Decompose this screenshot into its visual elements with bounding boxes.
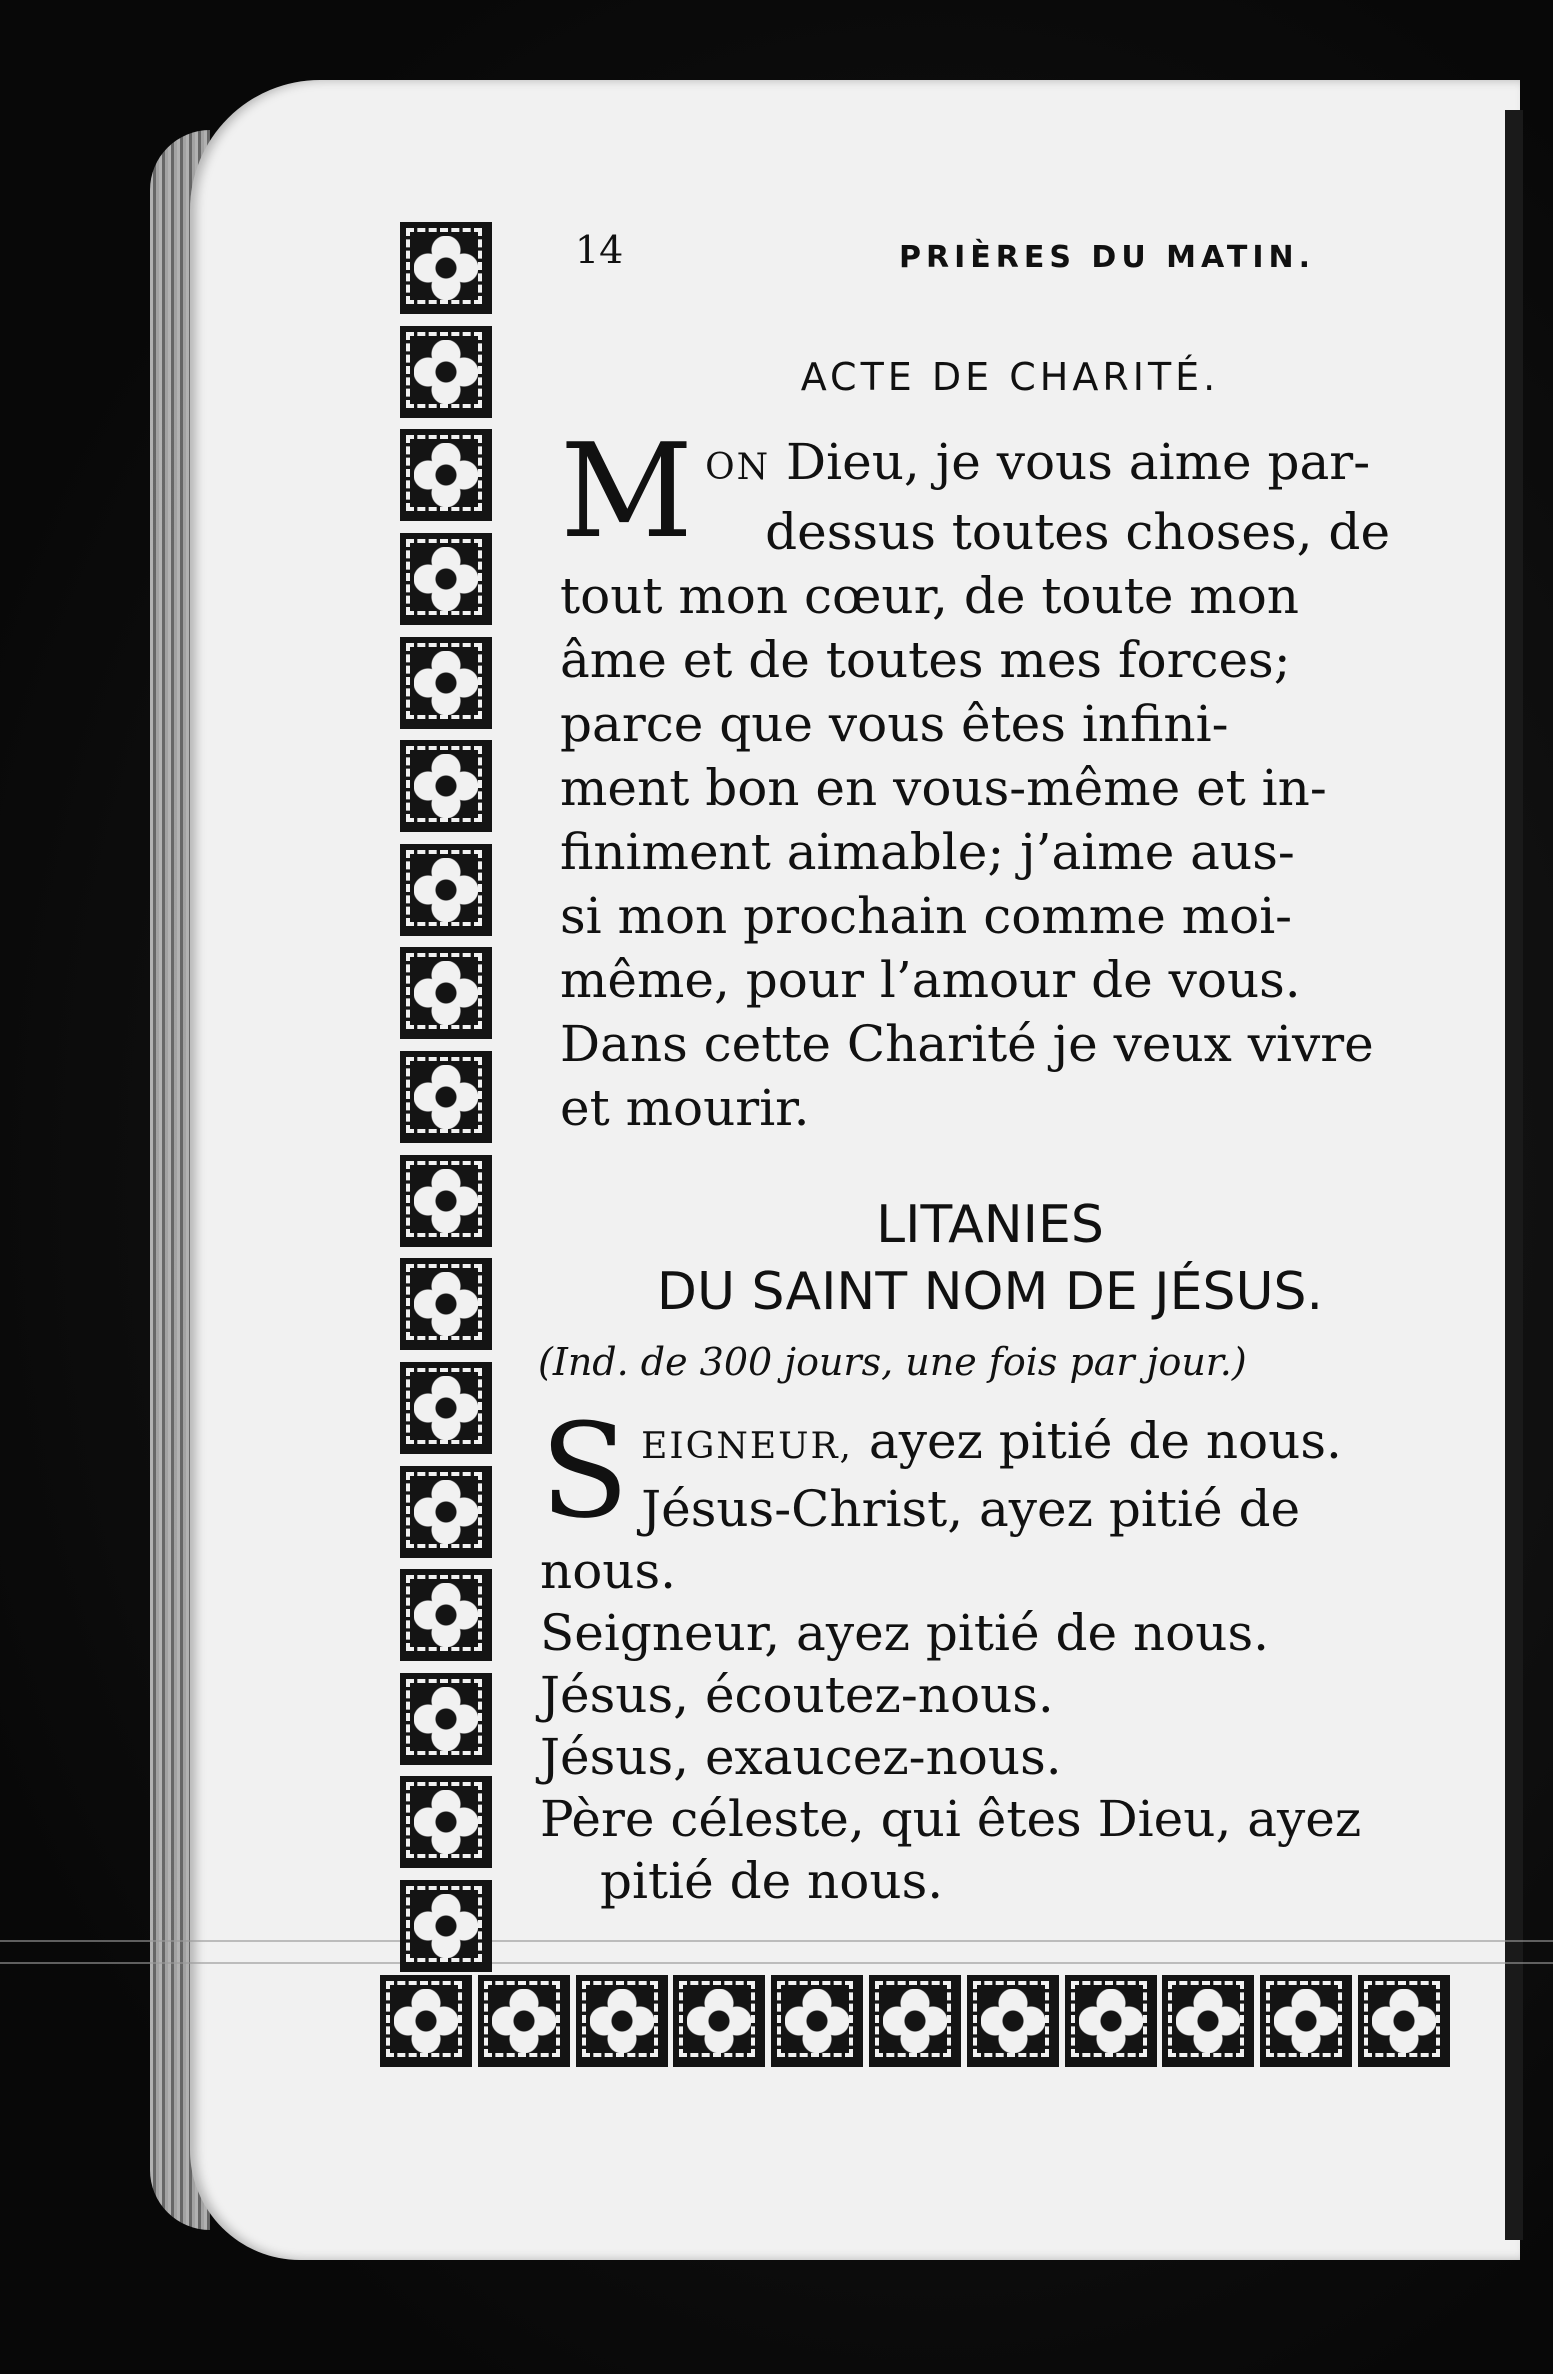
- dropcap-s: S: [540, 1395, 630, 1547]
- indulgence-note: (Ind. de 300 jours, une fois par jour.): [538, 1340, 1247, 1384]
- text-line: Jésus, exaucez-nous.: [540, 1728, 1062, 1786]
- text-line: finiment aimable; j’aime aus-: [560, 823, 1295, 881]
- cross-ornament-icon: [400, 1362, 492, 1454]
- text-line: et mourir.: [560, 1079, 810, 1137]
- text-line: Père céleste, qui êtes Dieu, ayez: [540, 1790, 1362, 1848]
- acte-paragraph: [560, 415, 1485, 1140]
- text-line: [540, 1410, 1465, 1478]
- cross-ornament-icon: [400, 533, 492, 625]
- dropcap-m: M: [560, 415, 694, 567]
- running-head: [575, 228, 1315, 288]
- text-line: Jésus-Christ, ayez pitié de: [641, 1480, 1301, 1538]
- cross-ornament-icon: [1260, 1975, 1352, 2067]
- text-line: ment bon en vous-même et in-: [560, 759, 1327, 817]
- text-line: Seigneur, ayez pitié de nous.: [540, 1604, 1270, 1662]
- cross-ornament-icon: [400, 1155, 492, 1247]
- cross-ornament-icon: [400, 1673, 492, 1765]
- cross-ornament-icon: [1162, 1975, 1254, 2067]
- scan-artifact-line: [0, 1940, 1553, 1942]
- cross-ornament-icon: [400, 222, 492, 314]
- cross-ornament-icon: [400, 1466, 492, 1558]
- cross-ornament-icon: [576, 1975, 668, 2067]
- scan-artifact-line: [0, 1962, 1553, 1964]
- cross-ornament-icon: [1065, 1975, 1157, 2067]
- text-line: parce que vous êtes infini-: [560, 695, 1229, 753]
- litanies-subtitle: DU SAINT NOM DE JÉSUS.: [656, 1262, 1324, 1322]
- page-gutter-shadow: [1505, 110, 1523, 2240]
- cross-ornament-icon: [400, 844, 492, 936]
- text-line: même, pour l’amour de vous.: [560, 951, 1301, 1009]
- cross-ornament-icon: [478, 1975, 570, 2067]
- dropcap-continuation: ON: [705, 447, 771, 488]
- cross-ornament-icon: [400, 1569, 492, 1661]
- acte-title: ACTE DE CHARITÉ.: [800, 355, 1220, 399]
- cross-ornament-icon: [400, 1880, 492, 1972]
- cross-ornament-icon: [967, 1975, 1059, 2067]
- cross-ornament-icon: [400, 1051, 492, 1143]
- text-line-content: Dieu, je vous aime par-: [786, 433, 1371, 491]
- text-line: Jésus, écoutez-nous.: [540, 1666, 1054, 1724]
- ornamental-border-bottom: [380, 1975, 1450, 2075]
- cross-ornament-icon: [400, 1776, 492, 1868]
- cross-ornament-icon: [400, 326, 492, 418]
- cross-ornament-icon: [400, 1258, 492, 1350]
- cross-ornament-icon: [380, 1975, 472, 2067]
- cross-ornament-icon: [400, 637, 492, 729]
- text-line: Dans cette Charité je veux vivre: [560, 1015, 1374, 1073]
- litanies-title: LITANIES: [876, 1195, 1104, 1255]
- cross-ornament-icon: [400, 947, 492, 1039]
- cross-ornament-icon: [869, 1975, 961, 2067]
- cross-ornament-icon: [673, 1975, 765, 2067]
- text-line: si mon prochain comme moi-: [560, 887, 1293, 945]
- ornamental-border-left: [400, 222, 510, 1972]
- cross-ornament-icon: [771, 1975, 863, 2067]
- book-page: [190, 80, 1520, 2260]
- dropcap-continuation: EIGNEUR,: [641, 1426, 853, 1467]
- text-line: [705, 430, 1485, 500]
- page-number: 14: [575, 228, 624, 272]
- running-head-title: PRIÈRES DU MATIN.: [899, 240, 1315, 275]
- text-line: âme et de toutes mes forces;: [560, 631, 1291, 689]
- cross-ornament-icon: [400, 740, 492, 832]
- text-line: nous.: [540, 1542, 677, 1600]
- text-line: dessus toutes choses, de: [765, 503, 1391, 561]
- litanies-paragraph: [540, 1395, 1465, 1912]
- cross-ornament-icon: [400, 429, 492, 521]
- text-line: tout mon cœur, de toute mon: [560, 567, 1300, 625]
- text-line: pitié de nous.: [600, 1852, 944, 1910]
- text-line-content: ayez pitié de nous.: [868, 1412, 1342, 1470]
- cross-ornament-icon: [1358, 1975, 1450, 2067]
